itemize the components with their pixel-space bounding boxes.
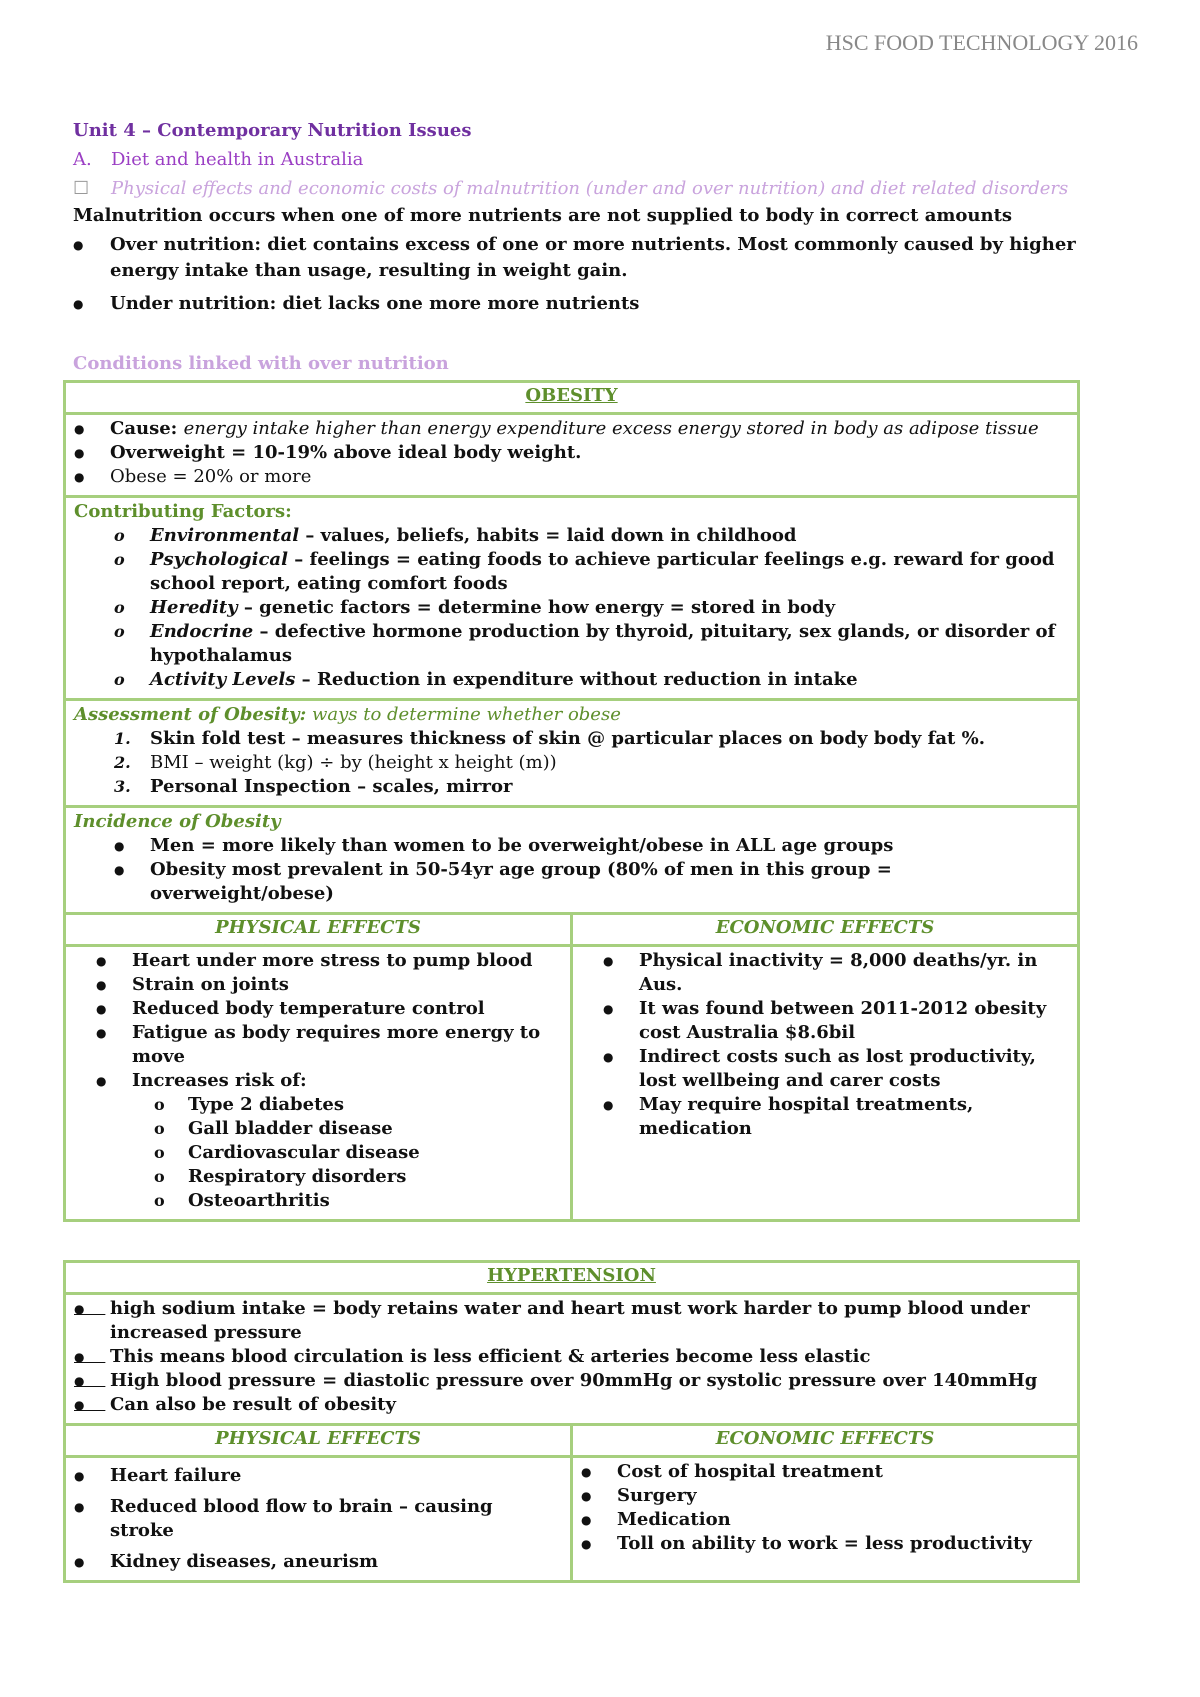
physical-effects-heading: PHYSICAL EFFECTS	[65, 1425, 572, 1457]
physical-effects-heading: PHYSICAL EFFECTS	[65, 914, 572, 946]
list-item: ● It was found between 2011-2012 obesity cost Australia $8.6bil	[603, 998, 1047, 1043]
nutrition-types-list	[73, 232, 1133, 317]
factor-item: o Psychological – feelings = eating foods to achieve particular feelings e.g. reward for good school report, eating comfort foods	[114, 549, 1055, 594]
risk-item: o Osteoarthritis	[154, 1190, 330, 1211]
list-item: ● Cause: energy intake higher than energy expenditure excess energy stored in body as adipose tissue	[74, 418, 1039, 439]
assessment-subheading: ways to determine whether obese	[306, 704, 621, 725]
incidence-item: ● Men = more likely than women to be overweight/obese in ALL age groups	[114, 835, 894, 856]
list-item: ● Indirect costs such as lost productivity, lost wellbeing and carer costs	[603, 1046, 1036, 1091]
incidence-item: ● Obesity most prevalent in 50-54yr age group (80% of men in this group = overweight/obese)	[114, 859, 892, 904]
economic-effects-heading: ECONOMIC EFFECTS	[572, 914, 1079, 946]
list-item: ● Heart under more stress to pump blood	[96, 950, 533, 971]
assessment-cell	[65, 700, 1079, 807]
risk-item: o Respiratory disorders	[154, 1166, 407, 1187]
conditions-heading: Conditions linked with over nutrition	[73, 353, 449, 374]
list-item: ● Reduced body temperature control	[96, 998, 485, 1019]
contributing-factors-cell	[65, 497, 1079, 700]
assessment-item: 1. Skin fold test – measures thickness of skin @ particular places on body body fat %.	[114, 728, 985, 749]
economic-effects-cell	[572, 1457, 1079, 1582]
list-item: ● May require hospital treatments, medication	[603, 1094, 974, 1139]
incidence-cell	[65, 807, 1079, 914]
hypertension-title: HYPERTENSION	[65, 1262, 1079, 1294]
list-item: ● Strain on joints	[96, 974, 289, 995]
assessment-heading: Assessment of Obesity:	[74, 704, 307, 725]
list-item: ● High blood pressure = diastolic pressure over 90mmHg or systolic pressure over 140mmHg	[74, 1370, 1038, 1391]
hypertension-table	[63, 1260, 1080, 1583]
list-item: ● Medication	[581, 1509, 731, 1530]
list-item: ● Surgery	[581, 1485, 697, 1506]
list-item: ● Kidney diseases, aneurism	[74, 1551, 379, 1572]
section-heading	[73, 149, 1133, 170]
page-header: HSC FOOD TECHNOLOGY 2016	[825, 30, 1138, 55]
factor-item: o Environmental – values, beliefs, habits = laid down in childhood	[114, 525, 797, 546]
cause-label: Cause:	[110, 418, 178, 439]
overweight-text: Overweight = 10-19% above ideal body weight.	[110, 442, 582, 463]
syllabus-point	[73, 178, 1133, 199]
cause-text: energy intake higher than energy expenditure excess energy stored in body as adipose tissue	[183, 418, 1039, 439]
obesity-table	[63, 380, 1080, 1222]
list-item: ● Cost of hospital treatment	[581, 1461, 883, 1482]
list-item: ● Can also be result of obesity	[74, 1394, 396, 1415]
list-item: ● Increases risk of:	[96, 1070, 307, 1091]
list-item: ● Physical inactivity = 8,000 deaths/yr. in Aus.	[603, 950, 1038, 995]
unit-title: Unit 4 – Contemporary Nutrition Issues	[73, 120, 472, 141]
checkbox-glyph-icon: ☐	[73, 178, 90, 199]
obesity-title: OBESITY	[65, 382, 1079, 414]
list-item: ● Toll on ability to work = less productivity	[581, 1533, 1032, 1554]
hypertension-definition-cell	[65, 1294, 1079, 1425]
physical-effects-cell	[65, 946, 572, 1221]
list-item: ● This means blood circulation is less efficient & arteries become less elastic	[74, 1346, 871, 1367]
malnutrition-definition: Malnutrition occurs when one of more nutrients are not supplied to body in correct amounts	[73, 205, 1013, 226]
obesity-definition-cell	[65, 414, 1079, 497]
list-item: ● Under nutrition: diet lacks one more more nutrients	[73, 291, 1133, 317]
risk-item: o Type 2 diabetes	[154, 1094, 344, 1115]
list-item: ● Obese = 20% or more	[74, 466, 312, 487]
physical-effects-cell	[65, 1457, 572, 1582]
list-item: ● Over nutrition: diet contains excess of one or more nutrients. Most commonly caused by higher energy intake than usage, resulting in weight gain.	[73, 232, 1133, 284]
economic-effects-heading: ECONOMIC EFFECTS	[572, 1425, 1079, 1457]
syllabus-point-text: Physical effects and economic costs of malnutrition (under and over nutrition) and diet related disorders	[111, 178, 1069, 199]
list-item: ● Fatigue as body requires more energy to move	[96, 1022, 541, 1067]
factors-heading: Contributing Factors:	[74, 501, 292, 522]
risk-item: o Cardiovascular disease	[154, 1142, 420, 1163]
factor-item: o Heredity – genetic factors = determine how energy = stored in body	[114, 597, 836, 618]
document-body	[73, 120, 1133, 1583]
risk-item: o Gall bladder disease	[154, 1118, 393, 1139]
factor-item: o Endocrine – defective hormone production by thyroid, pituitary, sex glands, or disorder of hypothalamus	[114, 621, 1056, 666]
economic-effects-cell	[572, 946, 1079, 1221]
obese-text: Obese = 20% or more	[110, 466, 312, 487]
list-item: ● Reduced blood flow to brain – causing stroke	[74, 1496, 493, 1541]
section-number: A.	[73, 149, 92, 170]
section-title: Diet and health in Australia	[111, 149, 364, 170]
assessment-item: 2. BMI – weight (kg) ÷ by (height x height (m))	[114, 752, 557, 773]
list-item: ● Heart failure	[74, 1465, 242, 1486]
list-item: ● Overweight = 10-19% above ideal body weight.	[74, 442, 582, 463]
list-item: ● high sodium intake = body retains water and heart must work harder to pump blood under increased pressure	[74, 1298, 1030, 1343]
assessment-item: 3. Personal Inspection – scales, mirror	[114, 776, 513, 797]
incidence-heading: Incidence of Obesity	[74, 811, 281, 832]
factor-item: o Activity Levels – Reduction in expenditure without reduction in intake	[114, 669, 858, 690]
